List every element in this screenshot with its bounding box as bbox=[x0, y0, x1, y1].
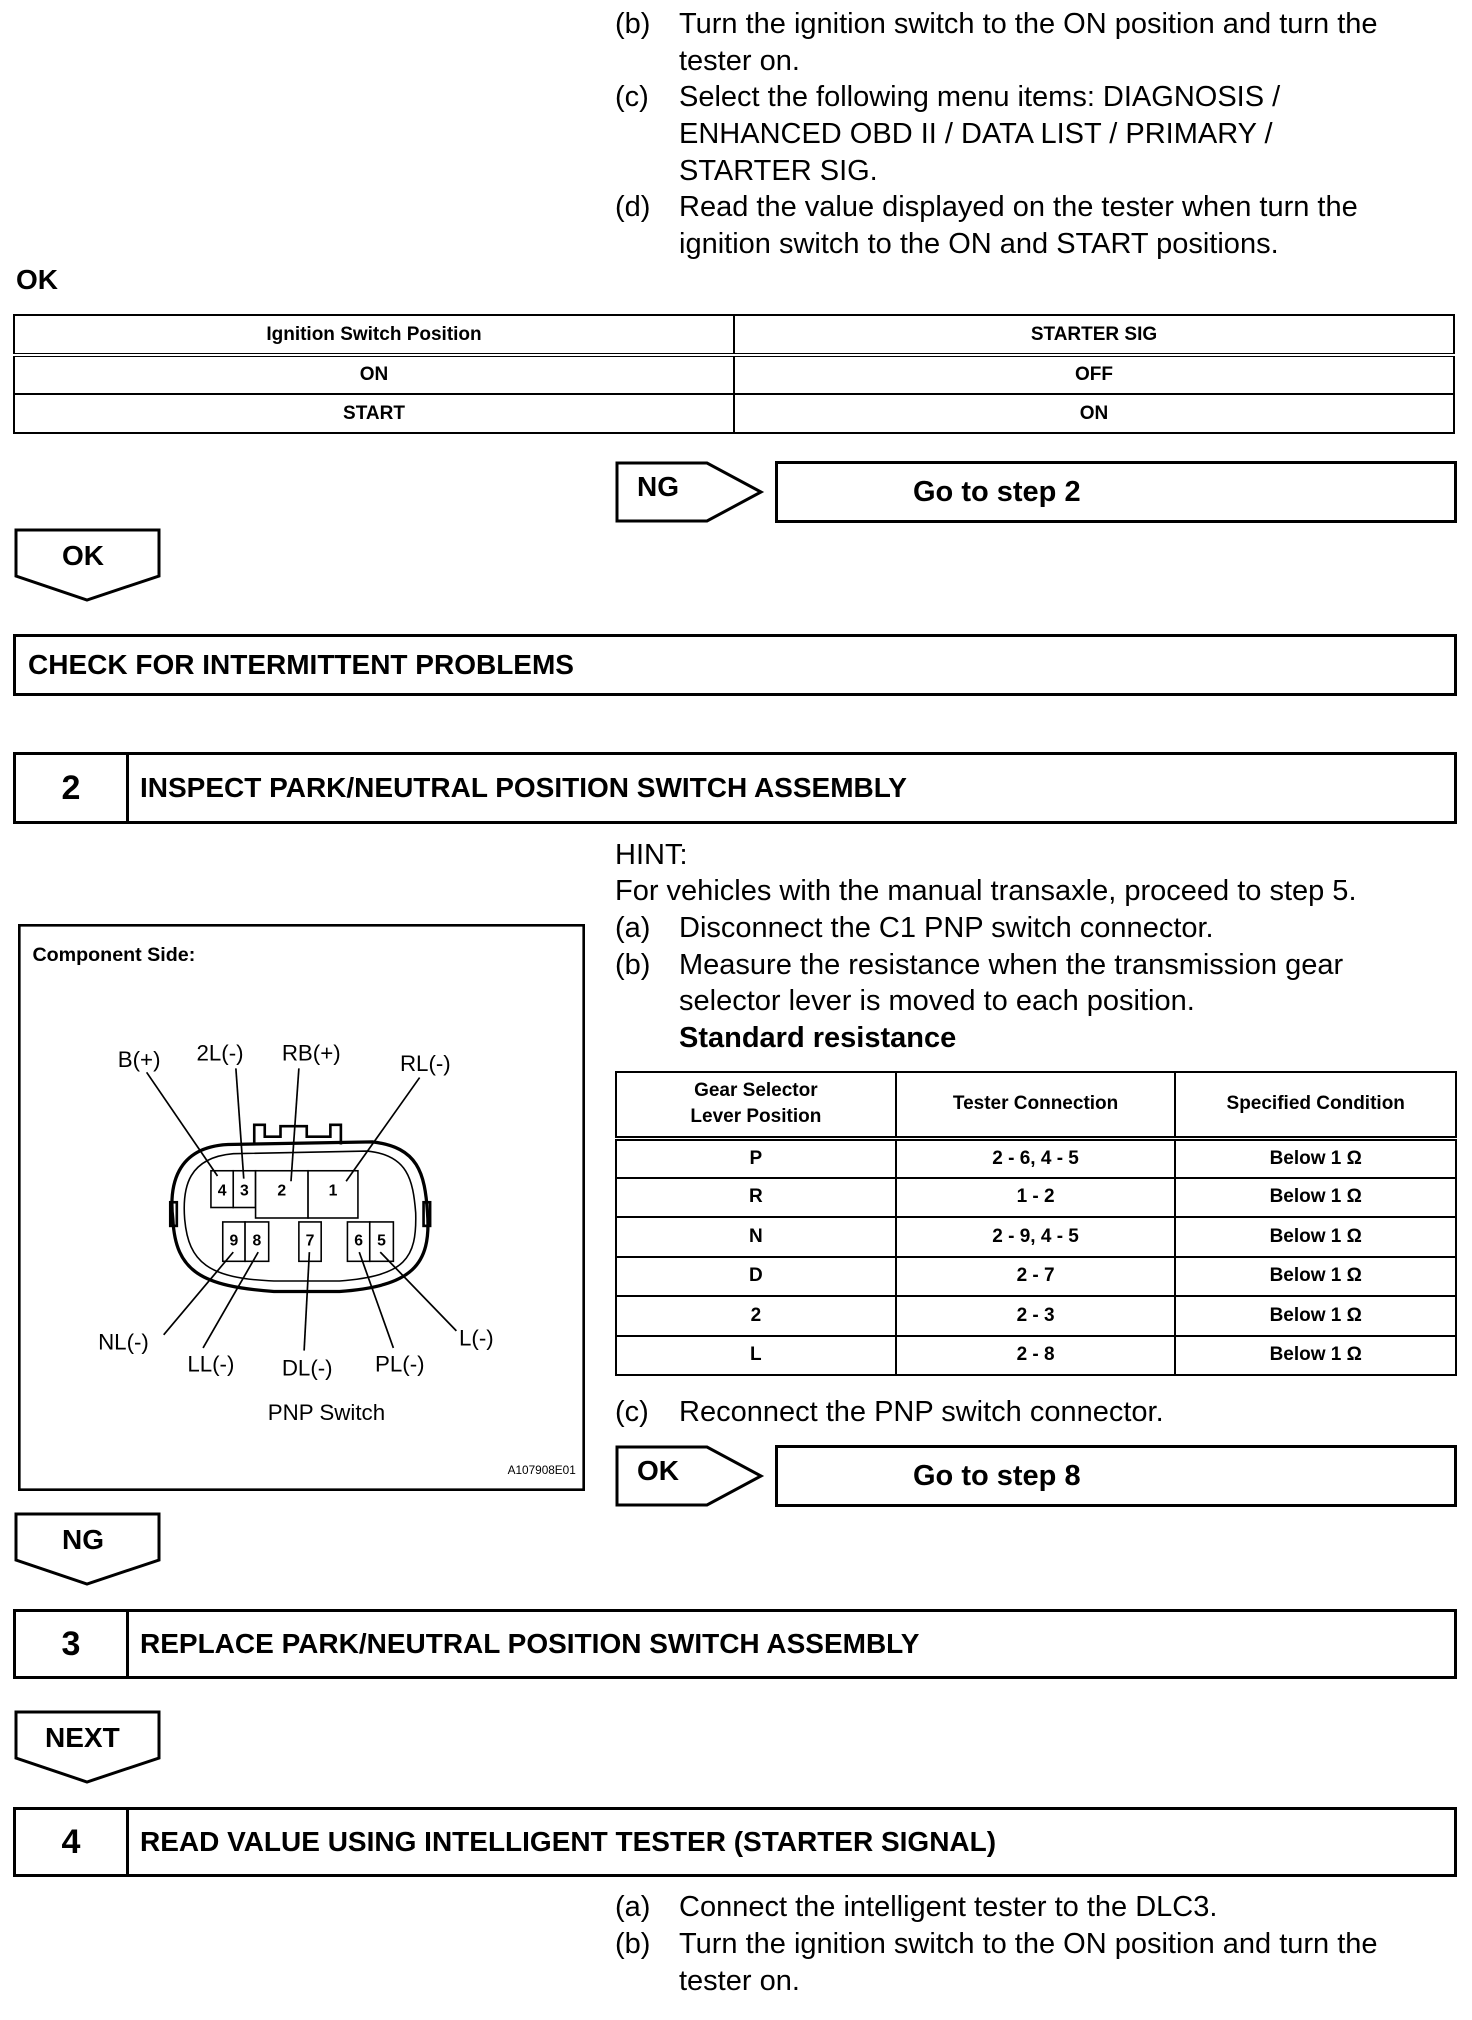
table-cell: ON bbox=[734, 394, 1454, 433]
pin-number: 2 bbox=[277, 1182, 287, 1200]
table-cell: Below 1 Ω bbox=[1175, 1217, 1456, 1257]
table-row bbox=[616, 1257, 1456, 1297]
step-label: (c) bbox=[615, 81, 649, 113]
table-row bbox=[616, 1217, 1456, 1257]
table-header: Tester Connection bbox=[896, 1072, 1176, 1138]
step-text: Reconnect the PNP switch connector. bbox=[679, 1396, 1164, 1428]
ok-heading: OK bbox=[16, 264, 58, 295]
pin-number: 6 bbox=[354, 1232, 363, 1250]
table-cell: 2 bbox=[616, 1296, 896, 1336]
step-number: 4 bbox=[16, 1810, 129, 1874]
step-text: Turn the ignition switch to the ON position and turn the bbox=[679, 1928, 1378, 1960]
step-text: Disconnect the C1 PNP switch connector. bbox=[679, 912, 1214, 944]
pin-number: 8 bbox=[252, 1232, 262, 1250]
step-text: Connect the intelligent tester to the DLC3. bbox=[679, 1891, 1218, 1923]
pin-number: 5 bbox=[377, 1232, 386, 1250]
step-label: (a) bbox=[615, 912, 651, 944]
pin-label: L(-) bbox=[459, 1325, 494, 1351]
table-cell: D bbox=[616, 1257, 896, 1297]
next-flag bbox=[14, 1710, 162, 1784]
ok-label: OK bbox=[62, 540, 104, 571]
step-text: selector lever is moved to each position. bbox=[679, 985, 1195, 1017]
pin-label: NL(-) bbox=[98, 1329, 149, 1355]
pnp-switch-diagram bbox=[18, 924, 585, 1491]
pin-label: PL(-) bbox=[375, 1351, 425, 1377]
pin-label: LL(-) bbox=[187, 1351, 235, 1377]
table-cell: Below 1 Ω bbox=[1175, 1257, 1456, 1297]
table-cell: OFF bbox=[734, 355, 1454, 394]
go-to-step-2-link[interactable]: Go to step 2 bbox=[775, 461, 1457, 523]
step-text: Turn the ignition switch to the ON position and turn the bbox=[679, 8, 1378, 40]
table-cell: 2 - 3 bbox=[896, 1296, 1176, 1336]
table-cell: ON bbox=[14, 355, 734, 394]
table-row bbox=[616, 1138, 1456, 1178]
table-cell: 2 - 7 bbox=[896, 1257, 1176, 1297]
table-cell: Below 1 Ω bbox=[1175, 1138, 1456, 1178]
step-label: (d) bbox=[615, 191, 651, 223]
resistance-table bbox=[615, 1071, 1457, 1376]
step-text: Select the following menu items: DIAGNOSIS / bbox=[679, 81, 1281, 113]
table-row bbox=[616, 1178, 1456, 1218]
ng-flag bbox=[14, 1512, 162, 1586]
step-text: tester on. bbox=[679, 1965, 800, 1997]
step-number: 3 bbox=[16, 1612, 129, 1676]
step-title: READ VALUE USING INTELLIGENT TESTER (STARTER SIGNAL) bbox=[140, 1826, 997, 1857]
figure-id: A107908E01 bbox=[507, 1462, 576, 1477]
hint-text: For vehicles with the manual transaxle, proceed to step 5. bbox=[615, 875, 1357, 907]
table-cell: 2 - 9, 4 - 5 bbox=[896, 1217, 1176, 1257]
step-text: ENHANCED OBD II / DATA LIST / PRIMARY / bbox=[679, 118, 1273, 150]
check-intermittent-box: CHECK FOR INTERMITTENT PROBLEMS bbox=[13, 634, 1457, 696]
pin-label: RB(+) bbox=[281, 1040, 341, 1066]
step-text: tester on. bbox=[679, 45, 800, 77]
pin-number: 7 bbox=[305, 1232, 315, 1250]
pin-label: B(+) bbox=[117, 1047, 161, 1073]
diagram-title: Component Side: bbox=[32, 943, 196, 966]
next-label: NEXT bbox=[45, 1722, 120, 1753]
table-cell: 2 - 8 bbox=[896, 1336, 1176, 1376]
table-cell: Below 1 Ω bbox=[1175, 1178, 1456, 1218]
starter-sig-table bbox=[13, 314, 1455, 434]
pin-number: 9 bbox=[229, 1232, 239, 1250]
table-row bbox=[14, 394, 1454, 433]
table-row bbox=[616, 1336, 1456, 1376]
step-text: STARTER SIG. bbox=[679, 155, 878, 187]
step-text: Measure the resistance when the transmission gear bbox=[679, 949, 1344, 981]
standard-resistance-label: Standard resistance bbox=[679, 1022, 957, 1054]
table-row bbox=[14, 355, 1454, 394]
step-label: (b) bbox=[615, 8, 651, 40]
go-to-step-8-link[interactable]: Go to step 8 bbox=[775, 1445, 1457, 1507]
pin-number: 1 bbox=[328, 1182, 338, 1200]
ok-flag bbox=[615, 1445, 765, 1507]
pin-number: 3 bbox=[240, 1182, 249, 1200]
ng-label: NG bbox=[62, 1524, 104, 1555]
table-cell: L bbox=[616, 1336, 896, 1376]
table-cell: Below 1 Ω bbox=[1175, 1296, 1456, 1336]
step-4-header bbox=[13, 1807, 1457, 1877]
step-text: Read the value displayed on the tester when turn the bbox=[679, 191, 1358, 223]
table-cell: START bbox=[14, 394, 734, 433]
step-2-header bbox=[13, 752, 1457, 824]
step-3-header bbox=[13, 1609, 1457, 1679]
pin-label: 2L(-) bbox=[196, 1040, 244, 1066]
step-title: REPLACE PARK/NEUTRAL POSITION SWITCH ASSEMBLY bbox=[140, 1628, 920, 1659]
pin-label: RL(-) bbox=[399, 1051, 451, 1076]
step-label: (a) bbox=[615, 1891, 651, 1923]
ok-label: OK bbox=[637, 1455, 679, 1486]
step-text: ignition switch to the ON and START positions. bbox=[679, 228, 1279, 260]
table-cell: Below 1 Ω bbox=[1175, 1336, 1456, 1376]
table-cell: N bbox=[616, 1217, 896, 1257]
ng-label: NG bbox=[637, 471, 679, 502]
step-label: (c) bbox=[615, 1396, 649, 1428]
step-label: (b) bbox=[615, 1928, 651, 1960]
table-cell: R bbox=[616, 1178, 896, 1218]
table-header: Gear Selector Lever Position bbox=[616, 1072, 896, 1138]
hint-label: HINT: bbox=[615, 839, 688, 871]
pin-number: 4 bbox=[217, 1182, 227, 1200]
diagram-caption: PNP Switch bbox=[267, 1400, 386, 1426]
table-cell: P bbox=[616, 1138, 896, 1178]
ng-flag bbox=[615, 461, 765, 523]
table-cell: 1 - 2 bbox=[896, 1178, 1176, 1218]
table-row bbox=[616, 1296, 1456, 1336]
ok-flag bbox=[14, 528, 162, 602]
table-header: STARTER SIG bbox=[734, 315, 1454, 355]
table-header: Specified Condition bbox=[1175, 1072, 1456, 1138]
table-cell: 2 - 6, 4 - 5 bbox=[896, 1138, 1176, 1178]
table-header: Ignition Switch Position bbox=[14, 315, 734, 355]
step-label: (b) bbox=[615, 949, 651, 981]
pin-label: DL(-) bbox=[281, 1355, 333, 1381]
step-title: INSPECT PARK/NEUTRAL POSITION SWITCH ASSEMBLY bbox=[140, 772, 907, 803]
step-number: 2 bbox=[16, 755, 129, 821]
